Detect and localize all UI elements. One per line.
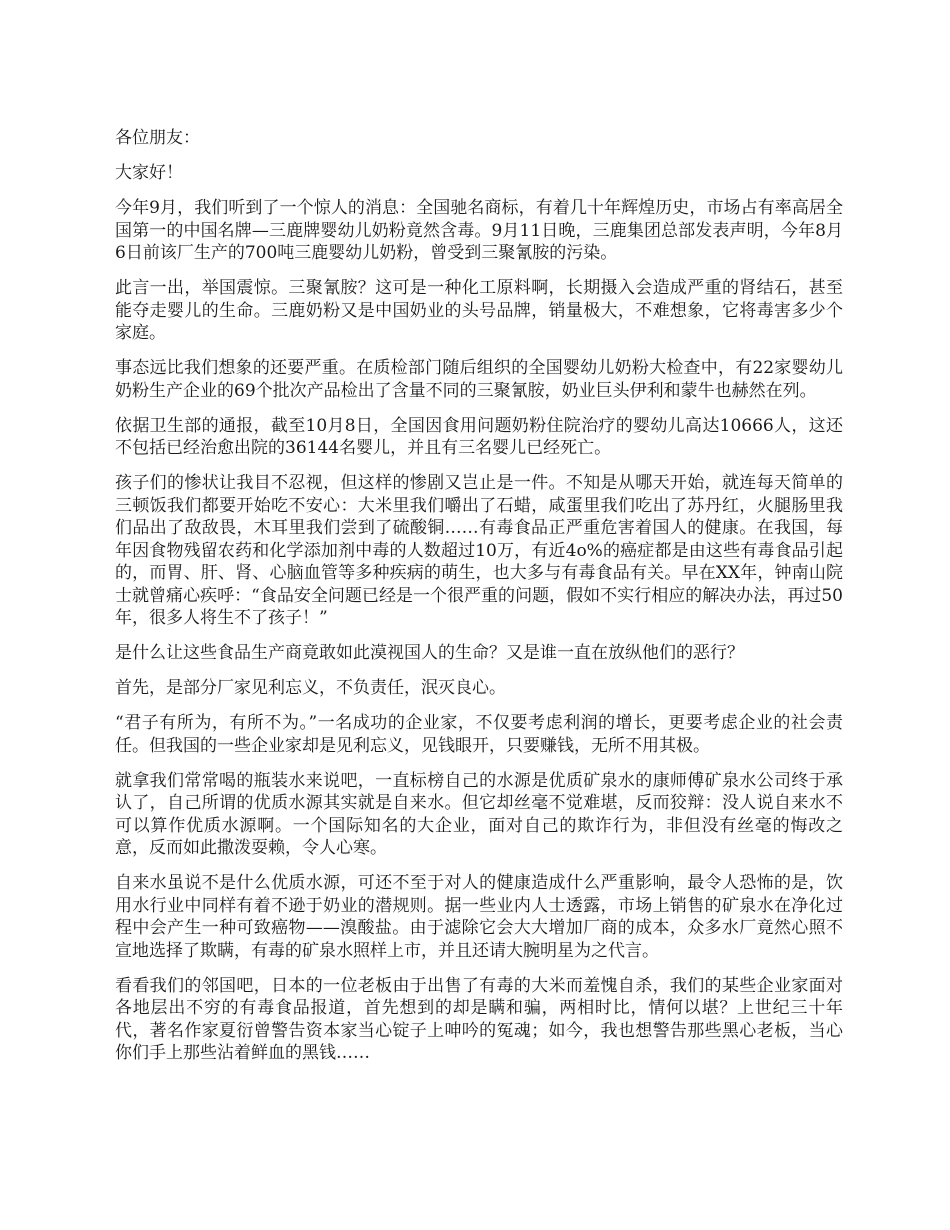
paragraph: 事态远比我们想象的还要严重。在质检部门随后组织的全国婴幼儿奶粉大检查中，有22家婴幼儿奶粉生产企业的69个批次产品检出了含量不同的三聚氰胺，奶业巨头伊利和蒙牛也赫然在列。 [115, 358, 843, 401]
salutation: 各位朋友： [115, 128, 200, 148]
paragraph: 自来水虽说不是什么优质水源，可还不至于对人的健康造成什么严重影响，最令人恐怖的是，饮用水行业中同样有着不逊于奶业的潜规则。据一些业内人士透露，市场上销售的矿泉水在净化过程中会产生一种可致癌物——溴酸盐。由于滤除它会大大增加厂商的成本，众多水厂竟然心照不宣地选择了欺瞒，有毒的矿泉水照样上市，并且还请大腕明星为之代言。 [115, 873, 843, 961]
document-body [115, 127, 843, 1077]
paragraph: 孩子们的惨状让我目不忍视，但这样的惨剧又岂止是一件。不知是从哪天开始，就连每天简单的三顿饭我们都要开始吃不安心：大米里我们嚼出了石蜡，咸蛋里我们吃出了苏丹红，火腿肠里我们品出了敌敌畏，木耳里我们尝到了硫酸铜……有毒食品正严重危害着国人的健康。在我国，每年因食物残留农药和化学添加剂中毒的人数超过10万，有近4o%的癌症都是由这些有毒食品引起的，而胃、肝、肾、心脑血管等多种疾病的萌生，也大多与有毒食品有关。早在XX年，钟南山院士就曾痛心疾呼：“食品安全问题已经是一个很严重的问题，假如不实行相应的解决办法，再过50年，很多人将生不了孩子！” [115, 473, 843, 628]
paragraph: 是什么让这些食品生产商竟敢如此漠视国人的生命？又是谁一直在放纵他们的恶行？ [115, 643, 744, 663]
paragraph: 看看我们的邻国吧，日本的一位老板由于出售了有毒的大米而羞愧自杀，我们的某些企业家面对各地层出不穷的有毒食品报道，首先想到的却是瞒和骗，两相时比，情何以堪？上世纪三十年代，著名作家夏衍曾警告资本家当心锭子上呻吟的冤魂；如今，我也想警告那些黑心老板，当心你们手上那些沾着鲜血的黑钱…… [115, 975, 843, 1063]
paragraph: “君子有所为，有所不为。”一名成功的企业家，不仅要考虑利润的增长，更要考虑企业的社会责任。但我国的一些企业家却是见利忘义，见钱眼开，只要赚钱，无所不用其极。 [115, 713, 843, 756]
paragraph: 就拿我们常常喝的瓶装水来说吧，一直标榜自己的水源是优质矿泉水的康师傅矿泉水公司终于承认了，自己所谓的优质水源其实就是自来水。但它却丝毫不觉难堪，反而狡辩：没人说自来水不可以算作优质水源啊。一个国际知名的大企业，面对自己的欺诈行为，非但没有丝毫的悔改之意，反而如此撒泼耍赖，令人心寒。 [115, 770, 843, 858]
paragraph: 首先，是部分厂家见利忘义，不负责任，泯灭良心。 [115, 678, 506, 698]
greeting: 大家好！ [115, 163, 183, 183]
paragraph: 依据卫生部的通报，截至10月8日，全国因食用问题奶粉住院治疗的婴幼儿高达10666人，这还不包括已经治愈出院的36144名婴儿，并且有三名婴儿已经死亡。 [115, 415, 843, 458]
paragraph: 此言一出，举国震惊。三聚氰胺？这可是一种化工原料啊，长期摄入会造成严重的肾结石，甚至能夺走婴儿的生命。三鹿奶粉又是中国奶业的头号品牌，销量极大，不难想象，它将毒害多少个家庭。 [115, 278, 843, 343]
paragraph: 今年9月，我们听到了一个惊人的消息：全国驰名商标，有着几十年辉煌历史，市场占有率高居全国第一的中国名牌—三鹿牌婴幼儿奶粉竟然含毒。9月11日晚，三鹿集团总部发表声明，今年8月6日前该厂生产的700吨三鹿婴幼儿奶粉，曾受到三聚氰胺的污染。 [115, 198, 843, 263]
